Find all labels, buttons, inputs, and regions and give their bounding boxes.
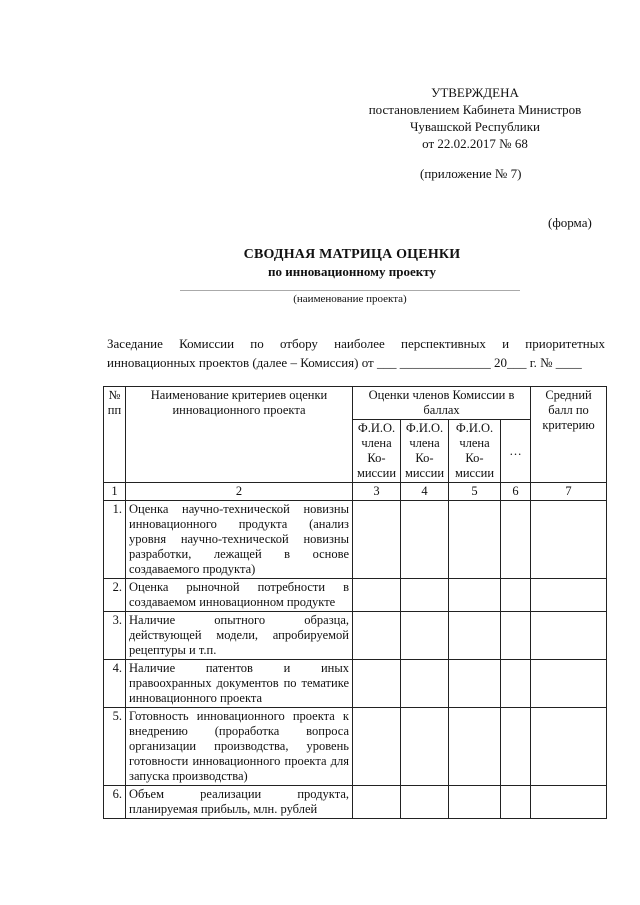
criterion-cell: Объем реализации продукта, планируемая прибыль, млн. рублей <box>126 786 353 819</box>
header-scores: Оценки членов Комиссии в баллах <box>353 387 531 420</box>
score-cell[interactable] <box>449 501 501 579</box>
score-cell[interactable] <box>353 708 401 786</box>
average-cell[interactable] <box>531 786 607 819</box>
column-number: 3 <box>353 483 401 501</box>
form-label: (форма) <box>548 215 592 230</box>
column-number: 5 <box>449 483 501 501</box>
evaluation-matrix <box>103 386 607 819</box>
score-cell[interactable] <box>401 612 449 660</box>
document-subtitle: по инновационному проекту <box>268 264 436 279</box>
header-ellipsis: … <box>501 420 531 483</box>
score-cell[interactable] <box>353 579 401 612</box>
score-cell[interactable] <box>501 660 531 708</box>
score-cell[interactable] <box>401 501 449 579</box>
score-cell[interactable] <box>449 708 501 786</box>
project-name-line <box>180 290 520 291</box>
average-cell[interactable] <box>531 501 607 579</box>
table-row <box>104 612 607 660</box>
approval-line-3: от 22.02.2017 № 68 <box>422 136 528 151</box>
column-number: 4 <box>401 483 449 501</box>
score-cell[interactable] <box>401 660 449 708</box>
approval-line-1: постановлением Кабинета Министров <box>368 102 582 117</box>
score-cell[interactable] <box>401 708 449 786</box>
column-number: 7 <box>531 483 607 501</box>
approval-title: УТВЕРЖДЕНА <box>431 85 519 100</box>
row-number: 5. <box>104 708 126 786</box>
row-number: 6. <box>104 786 126 819</box>
table-row <box>104 579 607 612</box>
score-cell[interactable] <box>449 579 501 612</box>
appendix-label: (приложение № 7) <box>420 166 522 181</box>
score-cell[interactable] <box>501 612 531 660</box>
document-title: СВОДНАЯ МАТРИЦА ОЦЕНКИ <box>243 247 461 262</box>
header-row <box>104 387 607 420</box>
score-cell[interactable] <box>449 660 501 708</box>
column-number: 1 <box>104 483 126 501</box>
score-cell[interactable] <box>353 660 401 708</box>
project-name-caption: (наименование проекта) <box>293 293 407 305</box>
score-cell[interactable] <box>401 579 449 612</box>
score-cell[interactable] <box>501 501 531 579</box>
column-number-row <box>104 483 607 501</box>
score-cell[interactable] <box>353 612 401 660</box>
header-num: № пп <box>104 387 126 483</box>
criterion-cell: Готовность инновационного проекта к внедрению (проработка вопроса организации производства, уровень готовности инновационного проекта для запуска производства) <box>126 708 353 786</box>
criterion-cell: Наличие патентов и иных правоохранных документов по тематике инновационного проекта <box>126 660 353 708</box>
score-cell[interactable] <box>501 708 531 786</box>
score-cell[interactable] <box>401 786 449 819</box>
row-number: 1. <box>104 501 126 579</box>
meeting-paragraph: Заседание Комиссии по отбору наиболее перспективных и приоритетных инновационных проектов (далее – Комиссия) от ___ ______________ 20___ г. № ____ <box>107 336 605 370</box>
header-average: Средний балл по критерию <box>531 387 607 483</box>
score-cell[interactable] <box>353 501 401 579</box>
row-number: 3. <box>104 612 126 660</box>
column-number: 2 <box>126 483 353 501</box>
score-cell[interactable] <box>501 579 531 612</box>
table-row <box>104 660 607 708</box>
row-number: 4. <box>104 660 126 708</box>
header-member-1: Ф.И.О. члена Ко-миссии <box>353 420 401 483</box>
score-cell[interactable] <box>501 786 531 819</box>
table-row <box>104 501 607 579</box>
approval-block <box>340 84 610 152</box>
row-number: 2. <box>104 579 126 612</box>
score-cell[interactable] <box>449 786 501 819</box>
score-cell[interactable] <box>353 786 401 819</box>
average-cell[interactable] <box>531 612 607 660</box>
score-cell[interactable] <box>449 612 501 660</box>
average-cell[interactable] <box>531 579 607 612</box>
header-member-2: Ф.И.О. члена Ко-миссии <box>401 420 449 483</box>
table-row <box>104 708 607 786</box>
approval-line-2: Чувашской Республики <box>409 119 541 134</box>
column-number: 6 <box>501 483 531 501</box>
criterion-cell: Оценка рыночной потребности в создаваемом инновационном продукте <box>126 579 353 612</box>
criterion-cell: Наличие опытного образца, действующей модели, апробируемой рецептуры и т.п. <box>126 612 353 660</box>
average-cell[interactable] <box>531 708 607 786</box>
table-row <box>104 786 607 819</box>
criterion-cell: Оценка научно-технической новизны инновационного продукта (анализ уровня научно-технической новизны разработки, лежащей в основе создаваемого продукта) <box>126 501 353 579</box>
header-member-3: Ф.И.О. члена Ко-миссии <box>449 420 501 483</box>
header-criteria: Наименование критериев оценки инновационного проекта <box>126 387 353 483</box>
average-cell[interactable] <box>531 660 607 708</box>
